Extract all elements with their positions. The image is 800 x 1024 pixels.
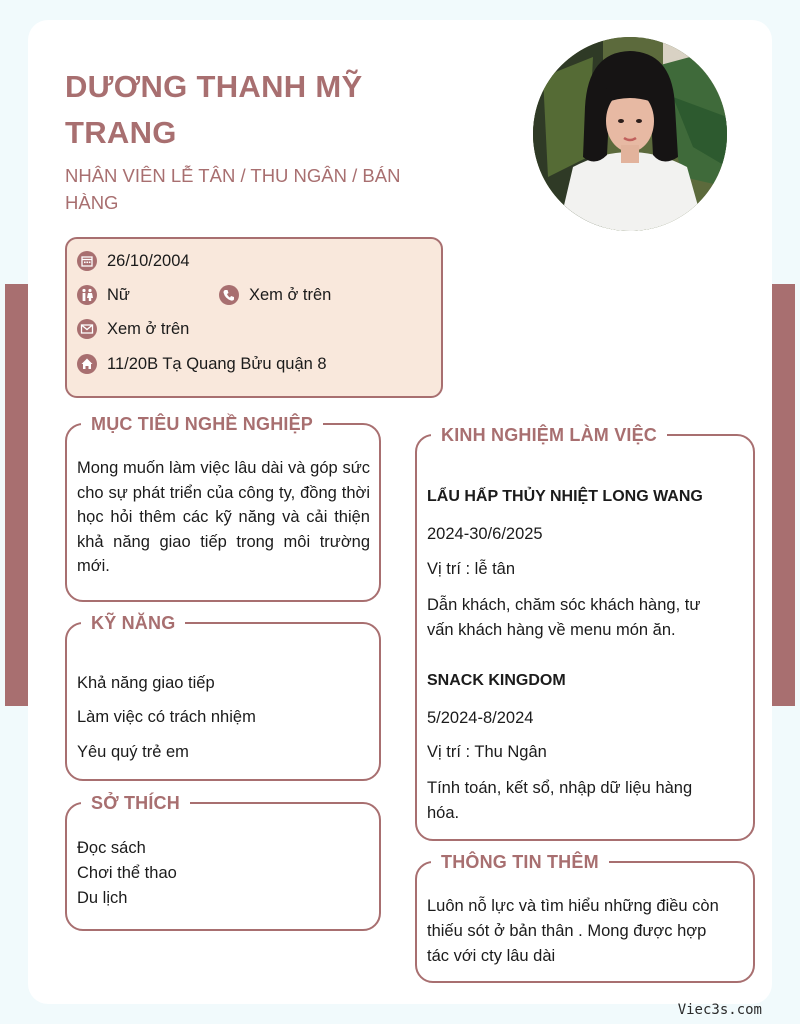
skill-item: Khả năng giao tiếp (77, 674, 215, 692)
home-icon (77, 354, 97, 374)
email-icon (77, 319, 97, 339)
experience-list (417, 436, 753, 839)
additional-info-text: Luôn nỗ lực và tìm hiểu những điều còn thiếu sót ở bản thân . Mong được hợp tác với cty lâu dài (427, 897, 719, 965)
experience-title: KINH NGHIỆM LÀM VIỆC (431, 423, 667, 447)
job-position: Vị trí : Thu Ngân (427, 743, 547, 761)
skills-title: KỸ NĂNG (81, 611, 185, 635)
skill-item: Làm việc có trách nhiệm (77, 708, 256, 726)
job-company: SNACK KINGDOM (427, 672, 566, 689)
objective-title: MỤC TIÊU NGHỀ NGHIỆP (81, 412, 323, 436)
birthday-text: 26/10/2004 (107, 251, 190, 270)
hobby-item: Du lịch (77, 889, 128, 907)
objective-text: Mong muốn làm việc lâu dài và góp sức cho sự phát triển của công ty, đồng thời học hỏi thêm các kỹ năng và cải thiện khả năng giao tiếp trong môi trường mới. (77, 459, 370, 575)
birthday-row (77, 251, 190, 271)
job-description: Dẫn khách, chăm sóc khách hàng, tư vấn khách hàng về menu món ăn. (427, 596, 701, 639)
address-row (77, 354, 327, 374)
skill-item: Yêu quý trẻ em (77, 743, 189, 761)
additional-info-title: THÔNG TIN THÊM (431, 850, 609, 874)
calendar-icon (77, 251, 97, 271)
phone-row (219, 285, 331, 305)
address-text: 11/20B Tạ Quang Bửu quận 8 (107, 354, 327, 373)
experience-section (415, 425, 755, 841)
hobbies-list (77, 836, 367, 911)
hobbies-title: SỞ THÍCH (81, 791, 190, 815)
job-period: 2024-30/6/2025 (427, 525, 543, 543)
job-position: Vị trí : lễ tân (427, 560, 516, 578)
objective-section (65, 414, 381, 602)
right-accent-bar (771, 284, 795, 706)
additional-info-section (415, 852, 755, 983)
candidate-name: DƯƠNG THANH MỸ TRANG (65, 69, 363, 150)
hobby-item: Đọc sách (77, 839, 146, 857)
phone-icon (219, 285, 239, 305)
job-description: Tính toán, kết sổ, nhập dữ liệu hàng hóa. (427, 779, 693, 822)
contact-info-box (65, 237, 443, 398)
phone-text: Xem ở trên (249, 285, 332, 304)
job-company: LẨU HẤP THỦY NHIỆT LONG WANG (427, 488, 703, 505)
site-watermark: Viec3s.com (677, 1002, 762, 1018)
job-title: NHÂN VIÊN LỄ TÂN / THU NGÂN / BÁN HÀNG (65, 165, 401, 213)
job-period: 5/2024-8/2024 (427, 709, 534, 727)
gender-text: Nữ (107, 285, 130, 304)
profile-photo (533, 37, 727, 231)
left-accent-bar (5, 284, 29, 706)
skills-section (65, 613, 381, 781)
email-text: Xem ở trên (107, 319, 190, 338)
email-row (77, 319, 189, 339)
hobbies-section (65, 793, 381, 931)
gender-icon (77, 285, 97, 305)
gender-row (77, 285, 130, 305)
skills-list (67, 624, 379, 779)
hobby-item: Chơi thể thao (77, 864, 177, 882)
